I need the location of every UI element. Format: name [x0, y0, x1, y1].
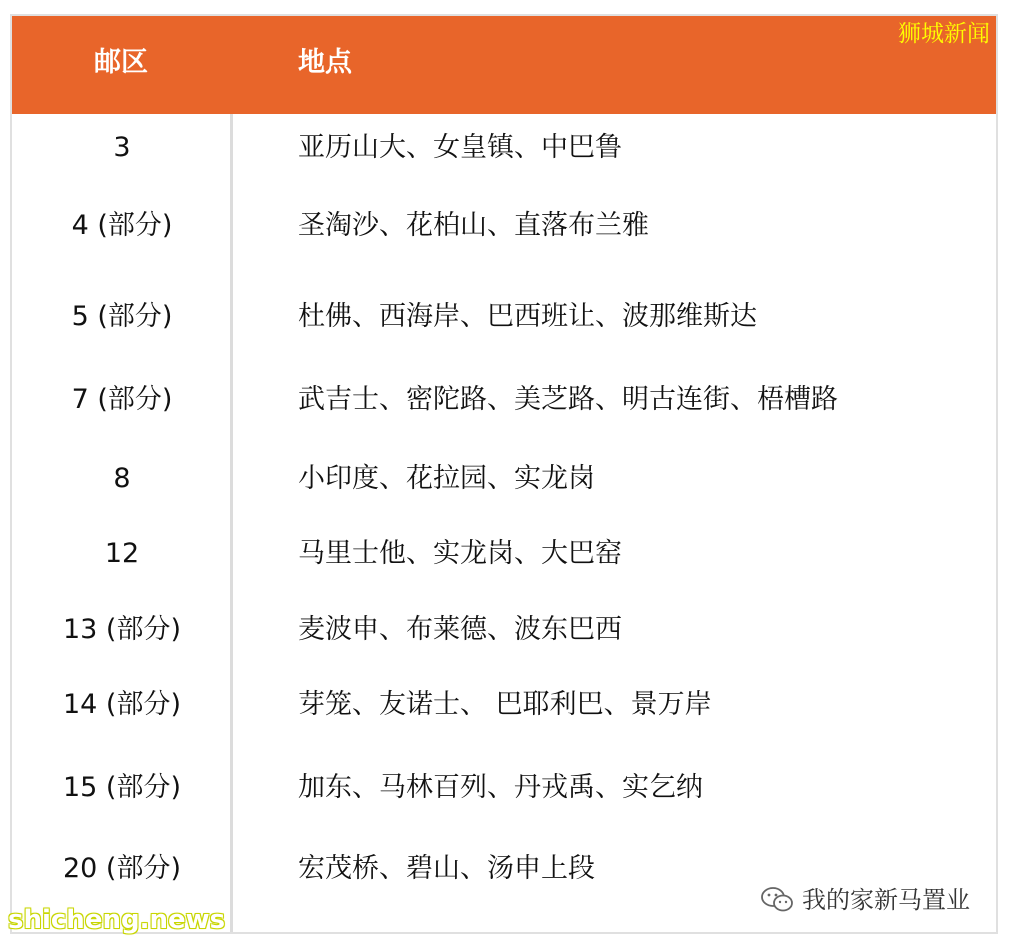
district-cell: 14 (部分) [62, 689, 181, 720]
table-row [12, 380, 996, 420]
district-cell: 12 [104, 538, 140, 569]
district-cell: 13 (部分) [62, 614, 181, 645]
location-cell: 宏茂桥、碧山、汤申上段 [298, 853, 595, 884]
district-cell: 3 [113, 132, 131, 163]
table-row [12, 128, 996, 168]
location-cell: 小印度、花拉园、实龙岗 [298, 463, 595, 494]
postal-district-table [10, 14, 998, 934]
district-cell: 5 (部分) [71, 301, 173, 332]
location-cell: 芽笼、友诺士、 巴耶利巴、景万岸 [298, 689, 712, 720]
district-cell: 7 (部分) [71, 384, 173, 415]
district-cell: 15 (部分) [62, 772, 181, 803]
location-cell: 杜佛、西海岸、巴西班让、波那维斯达 [298, 301, 757, 332]
wechat-icon [760, 886, 794, 914]
header-district: 邮区 [94, 47, 148, 78]
location-cell: 麦波申、布莱德、波东巴西 [298, 614, 622, 645]
table-row [12, 849, 996, 889]
table-row [12, 768, 996, 808]
district-cell: 8 [113, 463, 131, 494]
watermark-account-label: 我的家新马置业 [802, 886, 970, 914]
location-cell: 圣淘沙、花柏山、直落布兰雅 [298, 210, 649, 241]
watermark-site: shicheng.news [8, 905, 226, 935]
table-row [12, 685, 996, 725]
source-badge: 狮城新闻 [898, 21, 990, 47]
district-cell: 20 (部分) [62, 853, 181, 884]
table-row [12, 610, 996, 650]
table-row [12, 206, 996, 246]
table-row [12, 534, 996, 574]
table-row [12, 459, 996, 499]
watermark-account [760, 884, 970, 916]
location-cell: 武吉士、密陀路、美芝路、明古连街、梧槽路 [298, 384, 838, 415]
table-row [12, 297, 996, 337]
location-cell: 马里士他、实龙岗、大巴窑 [298, 538, 622, 569]
district-cell: 4 (部分) [71, 210, 173, 241]
location-cell: 加东、马林百列、丹戎禹、实乞纳 [298, 772, 703, 803]
location-cell: 亚历山大、女皇镇、中巴鲁 [298, 132, 622, 163]
table-header [12, 16, 996, 114]
header-location: 地点 [298, 47, 352, 78]
